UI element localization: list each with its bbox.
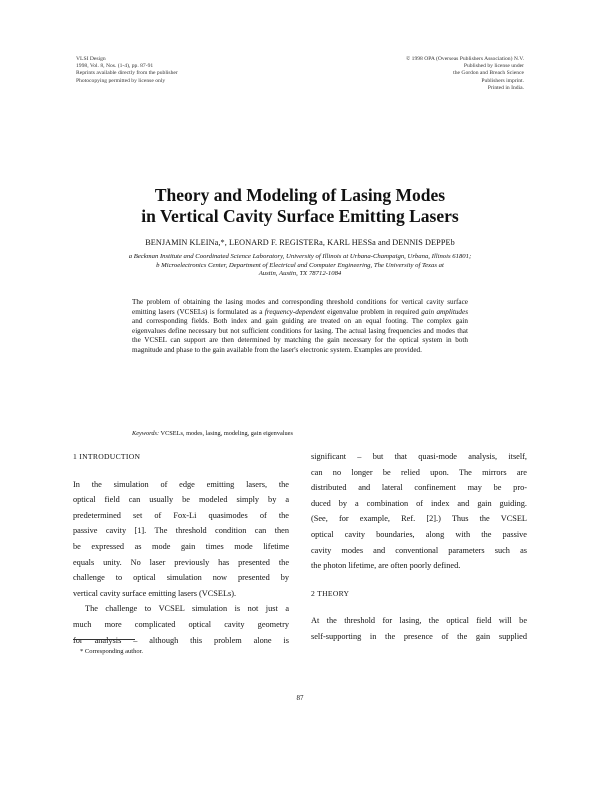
abstract-mid: eigenvalue problem in required — [324, 307, 422, 316]
abstract-lead: The problem of obtaining the lasing modes and corresponding threshold conditions for vertical cavity surface emitting lasers (VCSELs) is formulated as a — [132, 298, 468, 316]
journal-name: VLSI Design — [76, 56, 106, 62]
paper-title — [60, 185, 540, 227]
section-heading-introduction: 1 INTRODUCTION — [73, 452, 141, 461]
intro2-line: much more complicated optical cavity geometry — [73, 619, 289, 629]
abstract-italic-1: frequency-dependent — [264, 307, 325, 316]
footnote: * Corresponding author. — [80, 648, 144, 655]
intro-line: challenge to optical simulation now presented by — [73, 573, 289, 583]
section-spacer — [311, 574, 527, 586]
affiliation-b: b Microelectronics Center, Department of Electrical and Computer Engineering, The University of Texas at — [156, 261, 444, 269]
right-column — [311, 449, 527, 645]
title-line-1: Theory and Modeling of Lasing Modes — [154, 185, 446, 205]
affiliation-b-cont: Austin, Austin, TX 78712-1084 — [258, 270, 342, 278]
journal-volume: 1998, Vol. 8, Nos. (1-4), pp. 87-91 — [76, 63, 154, 70]
intro-line: equals unity. No laser previously has presented the — [73, 557, 289, 567]
footnote-rule — [73, 639, 135, 640]
intro-line: In the simulation of edge emitting lasers, the — [73, 479, 289, 489]
cont-line: duced by a combination of index and gain guiding. — [311, 498, 527, 508]
cont-line: significant – but that quasi-mode analysis, itself, — [311, 452, 527, 461]
journal-header-left — [76, 56, 178, 85]
affiliation-a: a Beckman Institute and Coordinated Science Laboratory, University of Illinois at Urbana-Champaign, Urbana, Illinois 61801; — [128, 253, 472, 260]
section-heading-theory: 2 THEORY — [311, 588, 350, 598]
heading-spacer — [73, 465, 289, 477]
heading-spacer — [311, 601, 527, 613]
abstract-tail: and corresponding fields. Both index and gain guiding are treated on an equal footing. The complex gain eigenvalues define necessary but not sufficient conditions for lasing. The actual lasing frequencies and modes that the VCSEL can support are then determined by matching the gain necessary for the optical system in both magnitude and phase to the gain available from the laser's electronic system. Examples are provided. — [132, 317, 468, 354]
cont-line: can no longer be relied upon. The mirrors are — [311, 467, 527, 477]
abstract-italic-2: gain amplitudes — [421, 307, 468, 316]
photocopy-notice: Photocopying permitted by license only — [76, 77, 166, 84]
cont-line: distributed and lateral confinement may be pro- — [311, 483, 527, 493]
title-line-2: in Vertical Cavity Surface Emitting Lasers — [141, 206, 459, 226]
theory-line: self-supporting in the presence of the gain supplied — [311, 631, 527, 641]
left-column — [73, 449, 289, 648]
intro2-line: The challenge to VCSEL simulation is not just a — [85, 604, 289, 614]
copyright-line: © 1998 OPA (Overseas Publishers Association) N.V. — [406, 56, 524, 62]
keywords-label: Keywords: — [132, 430, 160, 437]
intro-line: passive cavity [1]. The threshold condition can then — [73, 526, 289, 536]
intro-line: optical field can usually be modeled simply by a — [73, 495, 289, 505]
cont-line-last: the photon lifetime, are often poorly defined. — [311, 561, 461, 571]
cont-line: optical cavity boundaries, along with the passive — [311, 529, 527, 539]
author-list: BENJAMIN KLEINa,*, LEONARD F. REGISTERa, KARL HESSa and DENNIS DEPPEb — [145, 238, 455, 247]
intro2-line: for analysis – although this problem alone is — [73, 635, 289, 645]
intro-line: predetermined set of Fox-Li quasimodes of the — [73, 510, 289, 520]
intro-line: be expressed as mode gain times mode lifetime — [73, 541, 289, 551]
keywords — [132, 430, 468, 437]
printed-line: Printed in India. — [487, 84, 524, 91]
cont-line: cavity modes and conventional parameters such as — [311, 545, 527, 555]
cont-line: (See, for example, Ref. [2].) Thus the VCSEL — [311, 514, 527, 524]
license-line: Published by license under — [463, 63, 524, 70]
abstract — [132, 298, 468, 356]
page-number: 87 — [296, 694, 304, 702]
publisher-line: the Gordon and Breach Science — [453, 70, 524, 77]
intro-line-last: vertical cavity surface emitting lasers (VCSELs). — [73, 588, 237, 598]
keywords-text: VCSELs, modes, lasing, modeling, gain eigenvalues — [159, 430, 293, 437]
theory-line: At the threshold for lasing, the optical field will be — [311, 616, 527, 626]
imprint-line: Publishers imprint. — [481, 77, 524, 84]
journal-header-right — [318, 56, 524, 92]
reprint-notice: Reprints available directly from the publisher — [76, 70, 178, 77]
affiliations — [70, 253, 530, 279]
